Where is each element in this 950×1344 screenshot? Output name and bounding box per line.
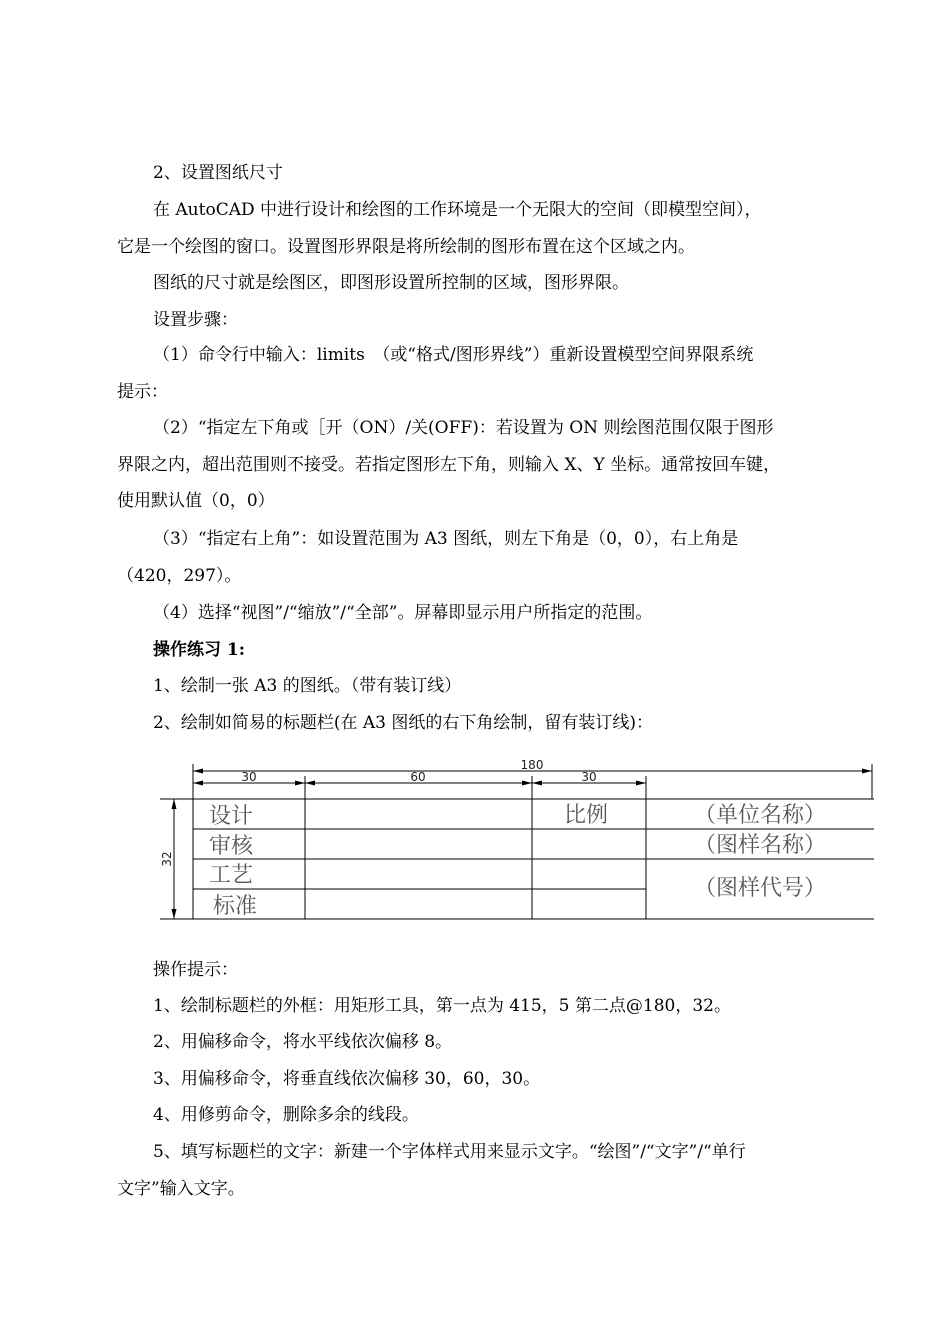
dim-label-height: 32 (160, 851, 174, 867)
intro-line-2: 它是一个绘图的窗口。设置图形界限是将所绘制的图形布置在这个区域之内。 (117, 237, 695, 257)
section-heading: 2、设置图纸尺寸 (153, 163, 283, 183)
intro-line-1: 在 AutoCAD 中进行设计和绘图的工作环境是一个无限大的空间（即模型空间）， (153, 200, 762, 220)
title-block-drawing (160, 752, 880, 927)
tip-1: 1、绘制标题栏的外框：用矩形工具，第一点为 415，5 第二点@180，32。 (153, 996, 731, 1016)
dim-label-col2: 60 (410, 770, 426, 784)
step3-line-1: （3）“指定右上角”：如设置范围为 A3 图纸，则左下角是（0，0），右上角是 (153, 529, 739, 549)
arrowhead (532, 781, 542, 786)
arrowhead (193, 781, 203, 786)
drawing-code-label: （图样代号） (693, 876, 827, 901)
arrowhead (862, 769, 872, 774)
row-label-process: 工艺 (209, 863, 254, 888)
arrowhead (522, 781, 532, 786)
dim-label-col1: 30 (241, 770, 257, 784)
tip-2: 2、用偏移命令，将水平线依次偏移 8。 (153, 1032, 453, 1052)
arrowhead (636, 781, 646, 786)
arrowhead (172, 909, 177, 919)
tip-3: 3、用偏移命令，将垂直线依次偏移 30，60，30。 (153, 1069, 541, 1089)
dim-label-total: 180 (520, 758, 544, 772)
arrowhead (295, 781, 305, 786)
row-label-review: 审核 (209, 834, 254, 859)
step2-line-3: 使用默认值（0，0） (117, 491, 275, 511)
exercise-title: 操作练习 1: (153, 640, 246, 660)
exercise-task-2: 2、绘制如简易的标题栏(在 A3 图纸的右下角绘制，留有装订线)： (153, 713, 653, 733)
step2-line-2: 界限之内，超出范围则不接受。若指定图形左下角，则输入 X、Y 坐标。通常按回车键， (117, 455, 781, 475)
row-label-design: 设计 (209, 804, 254, 829)
exercise-task-1: 1、绘制一张 A3 的图纸。（带有装订线） (153, 676, 462, 696)
step1-line-1: （1）命令行中输入：limits （或“格式/图形界线”）重新设置模型空间界限系统 (153, 345, 754, 365)
arrowhead (172, 799, 177, 809)
steps-label: 设置步骤： (153, 310, 238, 330)
ratio-label: 比例 (564, 803, 609, 828)
arrowhead (193, 769, 203, 774)
unit-name-label: （单位名称） (693, 803, 827, 828)
step4-line: （4）选择“视图”/“缩放”/“全部”。屏幕即显示用户所指定的范围。 (153, 603, 653, 623)
step1-line-2: 提示： (117, 382, 168, 402)
tip-5-line-1: 5、填写标题栏的文字：新建一个字体样式用来显示文字。“绘图”/“文字”/“单行 (153, 1142, 746, 1162)
row-label-standard: 标准 (213, 894, 258, 919)
intro-line-3: 图纸的尺寸就是绘图区，即图形设置所控制的区域，图形界限。 (153, 273, 629, 293)
step3-line-2: （420，297）。 (117, 566, 242, 586)
step2-line-1: （2）“指定左下角或［开（ON）/关(OFF)：若设置为 ON 则绘图范围仅限于图形 (153, 418, 774, 438)
tip-4: 4、用修剪命令，删除多余的线段。 (153, 1105, 419, 1125)
drawing-name-label: （图样名称） (693, 833, 827, 858)
dim-label-col3: 30 (581, 770, 597, 784)
tips-title: 操作提示： (153, 960, 238, 980)
tip-5-line-2: 文字”输入文字。 (117, 1179, 245, 1199)
arrowhead (305, 781, 315, 786)
